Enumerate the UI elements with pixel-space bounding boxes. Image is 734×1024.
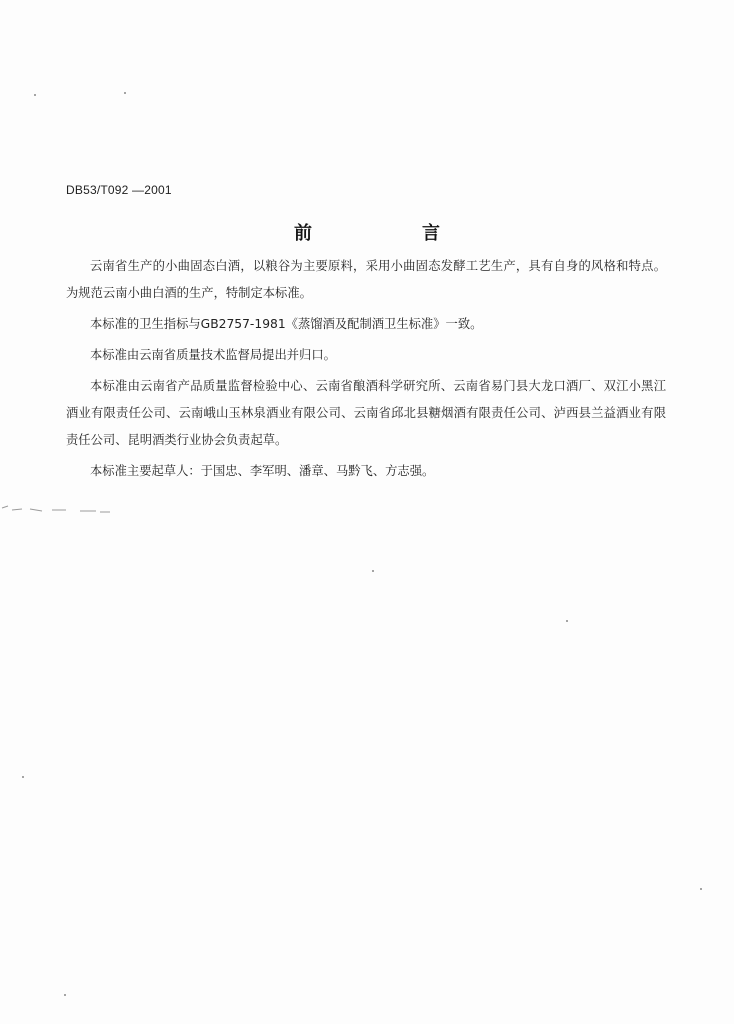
scan-speck	[64, 994, 66, 996]
scan-speck	[34, 94, 36, 96]
scan-speck	[372, 570, 374, 572]
paragraph-hygiene-standard: 本标准的卫生指标与GB2757-1981《蒸馏酒及配制酒卫生标准》一致。	[90, 317, 483, 331]
standard-code: DB53/T092 —2001	[66, 183, 172, 197]
paragraph-proposer: 本标准由云南省质量技术监督局提出并归口。	[90, 348, 336, 362]
scan-speck	[566, 620, 568, 622]
scan-artifact	[0, 502, 112, 514]
paragraph-drafters: 本标准主要起草人：于国忠、李军明、潘章、马黔飞、方志强。	[90, 464, 435, 478]
section-title: 前 言	[294, 223, 486, 244]
paragraph-drafting-organizations: 本标准由云南省产品质量监督检验中心、云南省酿酒科学研究所、云南省易门县大龙口酒厂、双江小黑江酒业有限责任公司、云南峨山玉林泉酒业有限公司、云南省邱北县糖烟酒有限责任公司、泸西县兰益酒业有限责任公司、昆明酒类行业协会负责起草。	[66, 379, 666, 447]
paragraph-intro: 云南省生产的小曲固态白酒，以粮谷为主要原料，采用小曲固态发酵工艺生产，具有自身的风格和特点。为规范云南小曲白酒的生产，特制定本标准。	[66, 259, 666, 300]
scan-speck	[124, 92, 126, 94]
scan-speck	[700, 888, 702, 890]
foreword-body	[66, 253, 666, 485]
scan-speck	[22, 776, 24, 778]
